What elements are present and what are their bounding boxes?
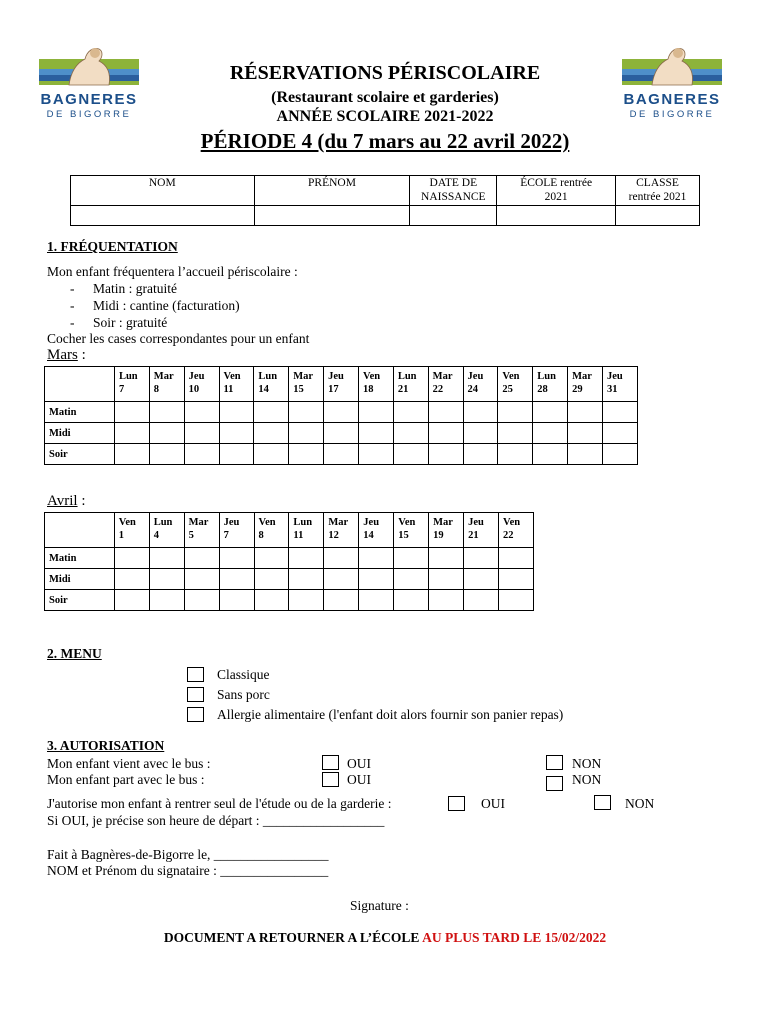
calendar-checkbox-cell[interactable] — [149, 423, 184, 444]
calendar-checkbox-cell[interactable] — [289, 548, 324, 569]
calendar-checkbox-cell[interactable] — [149, 402, 184, 423]
calendar-checkbox-cell[interactable] — [289, 423, 324, 444]
calendar-corner-cell — [45, 367, 115, 402]
identity-input-cell[interactable] — [616, 206, 700, 226]
calendar-checkbox-cell[interactable] — [463, 402, 498, 423]
section-frequentation-title: 1. FRÉQUENTATION — [47, 239, 178, 254]
calendar-checkbox-cell[interactable] — [184, 423, 219, 444]
bus-departure-yes-label: OUI — [347, 772, 371, 787]
calendar-day-header: Ven 25 — [498, 367, 533, 402]
identity-header-cell: ÉCOLE rentrée 2021 — [497, 176, 616, 206]
menu-option[interactable] — [187, 664, 563, 684]
bus-departure-no-label: NON — [572, 772, 602, 787]
period-title: PÉRIODE 4 (du 7 mars au 22 avril 2022) — [200, 129, 570, 153]
calendar-checkbox-cell[interactable] — [149, 548, 184, 569]
section-menu-title: 2. MENU — [47, 646, 102, 661]
calendar-checkbox-cell[interactable] — [568, 444, 603, 465]
calendar-checkbox-cell[interactable] — [358, 444, 393, 465]
frequentation-list-item: - Soir : gratuité — [70, 315, 168, 330]
calendar-day-header: Mar 8 — [149, 367, 184, 402]
calendar-checkbox-cell[interactable] — [184, 569, 219, 590]
bus-arrival-label: Mon enfant vient avec le bus : — [47, 756, 211, 771]
calendar-day-header: Jeu 10 — [184, 367, 219, 402]
frequentation-list — [70, 280, 330, 331]
calendar-day-header: Jeu 31 — [602, 367, 637, 402]
identity-header-cell: CLASSE rentrée 2021 — [616, 176, 700, 206]
calendar-checkbox-cell[interactable] — [289, 569, 324, 590]
calendar-day-header: Lun 7 — [114, 367, 149, 402]
calendar-row-label: Matin — [45, 402, 115, 423]
calendar-day-header: Ven 1 — [114, 513, 149, 548]
calendar-checkbox-cell[interactable] — [533, 444, 568, 465]
calendar-checkbox-cell[interactable] — [499, 569, 534, 590]
calendar-checkbox-cell[interactable] — [463, 423, 498, 444]
calendar-checkbox-cell[interactable] — [568, 402, 603, 423]
calendar-checkbox-cell[interactable] — [114, 569, 149, 590]
calendar-day-header: Mar 29 — [568, 367, 603, 402]
calendar-checkbox-cell[interactable] — [254, 402, 289, 423]
calendar-day-header: Jeu 14 — [359, 513, 394, 548]
calendar-day-header: Jeu 7 — [219, 513, 254, 548]
calendar-checkbox-cell[interactable] — [429, 548, 464, 569]
calendar-checkbox-cell[interactable] — [219, 590, 254, 611]
calendar-checkbox-cell[interactable] — [114, 402, 149, 423]
frequentation-list-item: - Midi : cantine (facturation) — [70, 298, 240, 313]
signatory-name-field[interactable]: NOM et Prénom du signataire : ________________ — [47, 863, 329, 878]
calendar-checkbox-cell[interactable] — [324, 402, 359, 423]
calendar-mars — [44, 366, 638, 465]
place-date-field[interactable]: Fait à Bagnères-de-Bigorre le, _________________ — [47, 847, 329, 862]
calendar-row-label: Soir — [45, 590, 115, 611]
calendar-checkbox-cell[interactable] — [602, 444, 637, 465]
document-subtitle: (Restaurant scolaire et garderies) — [271, 89, 499, 106]
bus-departure-label: Mon enfant part avec le bus : — [47, 772, 205, 787]
return-deadline-notice: DOCUMENT A RETOURNER A L’ÉCOLE AU PLUS TARD LE 15/02/2022 — [163, 930, 607, 945]
menu-option-label: Allergie alimentaire (l'enfant doit alors fournir son panier repas) — [217, 706, 564, 722]
calendar-corner-cell — [45, 513, 115, 548]
alone-no-label: NON — [625, 796, 655, 811]
menu-option[interactable] — [187, 704, 563, 724]
calendar-checkbox-cell[interactable] — [324, 423, 359, 444]
bus-departure-no-checkbox[interactable] — [546, 776, 563, 791]
calendar-checkbox-cell[interactable] — [393, 402, 428, 423]
calendar-day-header: Ven 15 — [394, 513, 429, 548]
frequentation-list-item: - Matin : gratuité — [70, 281, 177, 296]
calendar-checkbox-cell[interactable] — [358, 402, 393, 423]
calendar-checkbox-cell[interactable] — [568, 423, 603, 444]
school-year: ANNÉE SCOLAIRE 2021-2022 — [276, 108, 494, 125]
calendar-checkbox-cell[interactable] — [219, 402, 254, 423]
identity-input-cell[interactable] — [71, 206, 255, 226]
deadline-date: AU PLUS TARD LE 15/02/2022 — [422, 930, 607, 945]
calendar-checkbox-cell[interactable] — [184, 402, 219, 423]
calendar-day-header: Ven 11 — [219, 367, 254, 402]
menu-options — [187, 664, 563, 724]
bus-arrival-yes-label: OUI — [347, 756, 371, 771]
calendar-checkbox-cell[interactable] — [533, 423, 568, 444]
calendar-checkbox-cell[interactable] — [219, 423, 254, 444]
calendar-checkbox-cell[interactable] — [429, 569, 464, 590]
calendar-checkbox-cell[interactable] — [219, 548, 254, 569]
calendar-checkbox-cell[interactable] — [184, 444, 219, 465]
calendar-checkbox-cell[interactable] — [254, 423, 289, 444]
menu-option-checkbox[interactable] — [187, 667, 204, 682]
calendar-checkbox-cell[interactable] — [394, 590, 429, 611]
bus-arrival-no-checkbox[interactable] — [546, 755, 563, 770]
calendar-checkbox-cell[interactable] — [533, 402, 568, 423]
calendar-checkbox-cell[interactable] — [324, 590, 359, 611]
calendar-day-header: Ven 18 — [358, 367, 393, 402]
month-label-mars: Mars : — [47, 347, 86, 363]
calendar-checkbox-cell[interactable] — [149, 444, 184, 465]
calendar-row-label: Matin — [45, 548, 115, 569]
calendar-checkbox-cell[interactable] — [498, 402, 533, 423]
menu-option-checkbox[interactable] — [187, 687, 204, 702]
identity-header-cell: NOM — [71, 176, 255, 206]
logo-name: BAGNERES — [40, 91, 138, 108]
bus-arrival-no-label: NON — [572, 756, 602, 771]
calendar-checkbox-cell[interactable] — [464, 590, 499, 611]
calendar-checkbox-cell[interactable] — [254, 444, 289, 465]
menu-option-label: Classique — [217, 666, 270, 682]
calendar-avril — [44, 512, 534, 611]
calendar-checkbox-cell[interactable] — [393, 423, 428, 444]
calendar-checkbox-cell[interactable] — [499, 548, 534, 569]
logo-subname: DE BIGORRE — [629, 109, 715, 120]
calendar-day-header: Mar 12 — [324, 513, 359, 548]
logo-subname: DE BIGORRE — [46, 109, 132, 120]
calendar-day-header: Ven 22 — [499, 513, 534, 548]
calendar-checkbox-cell[interactable] — [219, 569, 254, 590]
calendar-checkbox-cell[interactable] — [324, 444, 359, 465]
calendar-checkbox-cell[interactable] — [464, 548, 499, 569]
calendar-checkbox-cell[interactable] — [498, 444, 533, 465]
calendar-checkbox-cell[interactable] — [114, 590, 149, 611]
calendar-checkbox-cell[interactable] — [289, 590, 324, 611]
calendar-checkbox-cell[interactable] — [358, 423, 393, 444]
calendar-checkbox-cell[interactable] — [184, 548, 219, 569]
calendar-checkbox-cell[interactable] — [394, 569, 429, 590]
calendar-day-header: Lun 21 — [393, 367, 428, 402]
calendar-checkbox-cell[interactable] — [324, 569, 359, 590]
calendar-row-label: Midi — [45, 569, 115, 590]
alone-yes-label: OUI — [481, 796, 505, 811]
calendar-day-header: Lun 14 — [254, 367, 289, 402]
identity-header-cell: DATE DE NAISSANCE — [410, 176, 497, 206]
signature-label: Signature : — [350, 898, 409, 913]
section-autorisation-title: 3. AUTORISATION — [47, 738, 165, 753]
calendar-checkbox-cell[interactable] — [149, 590, 184, 611]
logo-name: BAGNERES — [623, 91, 721, 108]
bus-arrival-yes-checkbox[interactable] — [322, 755, 339, 770]
calendar-checkbox-cell[interactable] — [359, 590, 394, 611]
menu-option[interactable] — [187, 684, 563, 704]
calendar-checkbox-cell[interactable] — [114, 444, 149, 465]
calendar-checkbox-cell[interactable] — [254, 548, 289, 569]
calendar-checkbox-cell[interactable] — [254, 569, 289, 590]
document-title: RÉSERVATIONS PÉRISCOLAIRE — [229, 62, 541, 84]
identity-header-cell: PRÉNOM — [254, 176, 410, 206]
identity-table — [70, 175, 700, 226]
calendar-checkbox-cell[interactable] — [289, 402, 324, 423]
calendar-checkbox-cell[interactable] — [463, 444, 498, 465]
calendar-checkbox-cell[interactable] — [149, 569, 184, 590]
calendar-checkbox-cell[interactable] — [429, 590, 464, 611]
calendar-day-header: Ven 8 — [254, 513, 289, 548]
alone-no-checkbox[interactable] — [594, 795, 611, 810]
calendar-day-header: Jeu 24 — [463, 367, 498, 402]
identity-input-cell[interactable] — [410, 206, 497, 226]
alone-yes-checkbox[interactable] — [448, 796, 465, 811]
calendar-checkbox-cell[interactable] — [499, 590, 534, 611]
menu-option-checkbox[interactable] — [187, 707, 204, 722]
calendar-checkbox-cell[interactable] — [184, 590, 219, 611]
calendar-checkbox-cell[interactable] — [602, 402, 637, 423]
calendar-checkbox-cell[interactable] — [254, 590, 289, 611]
calendar-day-header: Lun 11 — [289, 513, 324, 548]
calendar-day-header: Lun 4 — [149, 513, 184, 548]
calendar-checkbox-cell[interactable] — [428, 402, 463, 423]
departure-time-field[interactable]: Si OUI, je précise son heure de départ : __________________ — [47, 813, 385, 828]
calendar-day-header: Mar 15 — [289, 367, 324, 402]
month-label-avril: Avril : — [47, 493, 86, 509]
calendar-checkbox-cell[interactable] — [324, 548, 359, 569]
calendar-checkbox-cell[interactable] — [289, 444, 324, 465]
calendar-day-header: Jeu 17 — [324, 367, 359, 402]
calendar-checkbox-cell[interactable] — [359, 548, 394, 569]
identity-input-cell[interactable] — [497, 206, 616, 226]
calendar-day-header: Lun 28 — [533, 367, 568, 402]
calendar-checkbox-cell[interactable] — [393, 444, 428, 465]
calendar-checkbox-cell[interactable] — [498, 423, 533, 444]
calendar-checkbox-cell[interactable] — [602, 423, 637, 444]
calendar-checkbox-cell[interactable] — [428, 423, 463, 444]
calendar-day-header: Mar 22 — [428, 367, 463, 402]
alone-authorisation-label: J'autorise mon enfant à rentrer seul de l'étude ou de la garderie : — [47, 796, 392, 811]
calendar-row-label: Soir — [45, 444, 115, 465]
calendar-checkbox-cell[interactable] — [359, 569, 394, 590]
calendar-day-header: Mar 5 — [184, 513, 219, 548]
calendar-checkbox-cell[interactable] — [114, 548, 149, 569]
menu-option-label: Sans porc — [217, 686, 270, 702]
frequentation-intro: Mon enfant fréquentera l’accueil périscolaire : — [47, 264, 298, 279]
calendar-day-header: Mar 19 — [429, 513, 464, 548]
calendar-day-header: Jeu 21 — [464, 513, 499, 548]
calendar-checkbox-cell[interactable] — [428, 444, 463, 465]
identity-input-cell[interactable] — [254, 206, 410, 226]
calendar-checkbox-cell[interactable] — [114, 423, 149, 444]
calendar-row-label: Midi — [45, 423, 115, 444]
calendar-checkbox-cell[interactable] — [219, 444, 254, 465]
bus-departure-yes-checkbox[interactable] — [322, 772, 339, 787]
frequentation-instruction: Cocher les cases correspondantes pour un enfant — [47, 331, 310, 346]
calendar-checkbox-cell[interactable] — [394, 548, 429, 569]
calendar-checkbox-cell[interactable] — [464, 569, 499, 590]
